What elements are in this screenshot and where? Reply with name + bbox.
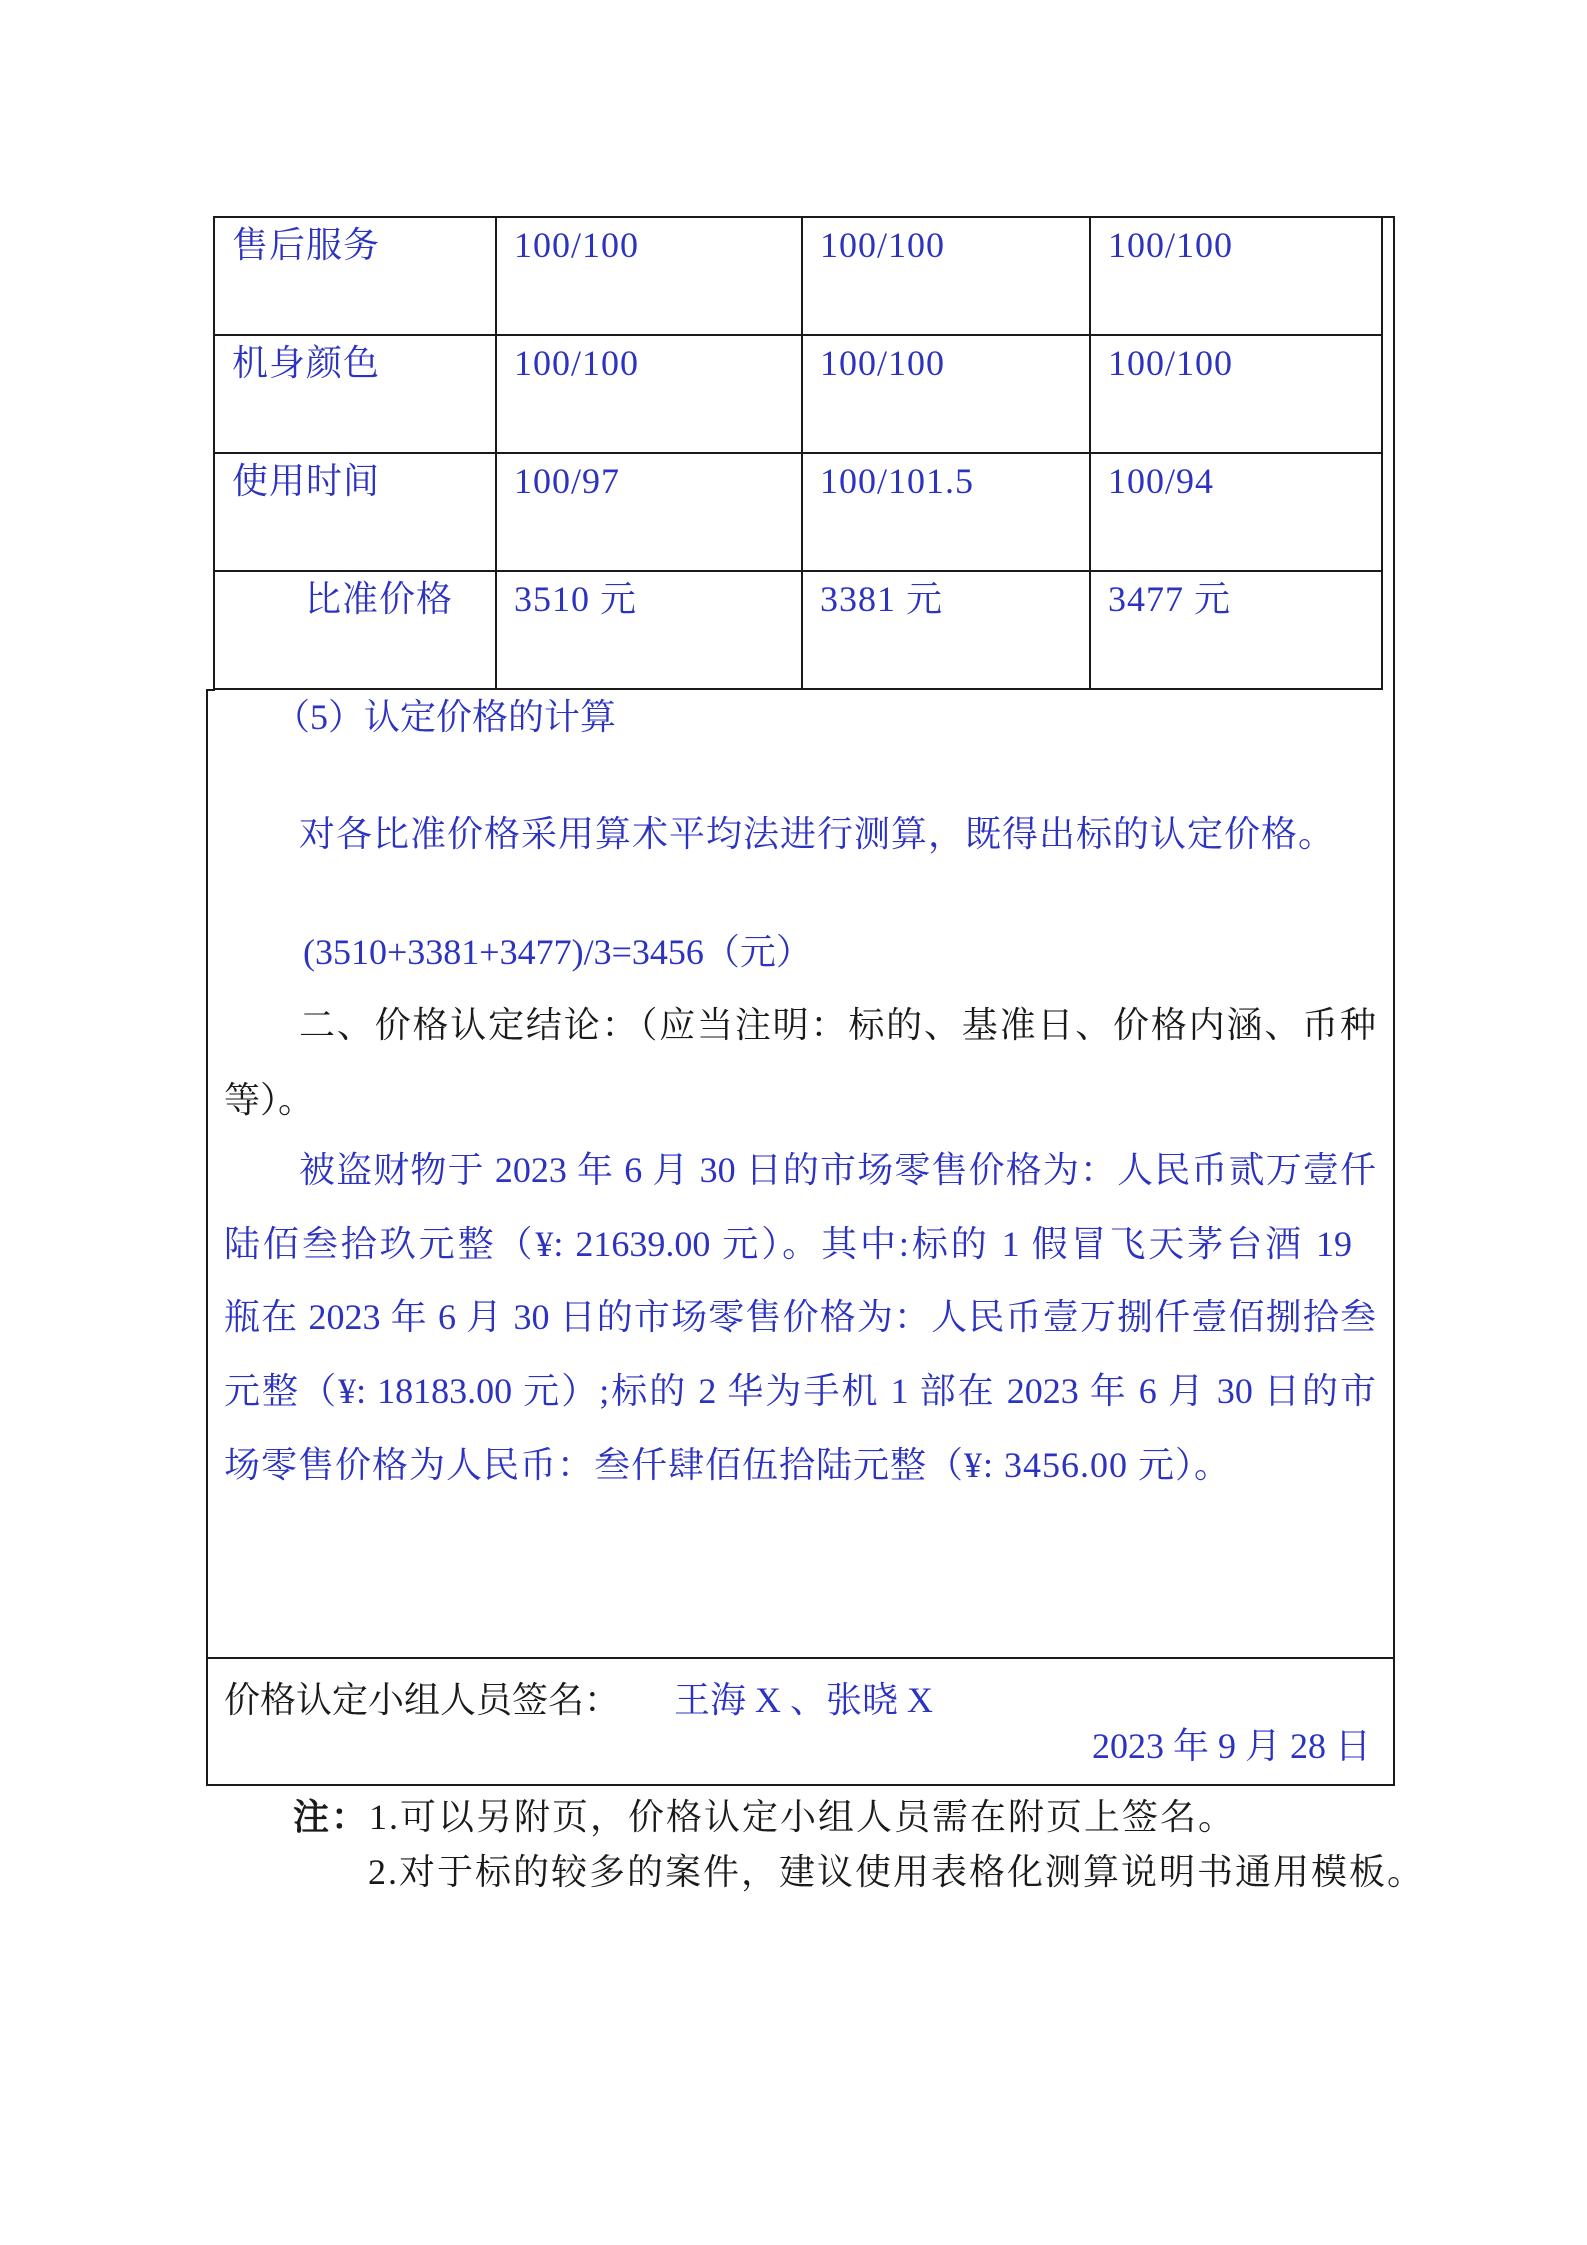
value-cell: 100/100 bbox=[802, 335, 1090, 453]
note-prefix: 注： bbox=[293, 1797, 370, 1837]
value-cell: 100/100 bbox=[1090, 217, 1382, 335]
conclusion-body-line: 被盗财物于 2023 年 6 月 30 日的市场零售价格为：人民币贰万壹仟 bbox=[299, 1150, 1376, 1190]
value-cell: 100/100 bbox=[802, 217, 1090, 335]
row-label-cell: 售后服务 bbox=[214, 217, 496, 335]
conclusion-heading-line: 等）。 bbox=[224, 1080, 315, 1120]
value-cell: 3381 元 bbox=[802, 571, 1090, 689]
calculation-heading: （5）认定价格的计算 bbox=[274, 697, 617, 737]
value-cell: 3510 元 bbox=[496, 571, 802, 689]
signature-divider-rule bbox=[206, 1657, 1395, 1659]
conclusion-heading-line: 二、价格认定结论：（应当注明：标的、基准日、价格内涵、币种 bbox=[299, 1005, 1376, 1045]
row-label-cell: 机身颜色 bbox=[214, 335, 496, 453]
frame-bottom-rule bbox=[206, 1784, 1395, 1786]
signature-label: 价格认定小组人员签名： bbox=[224, 1680, 621, 1720]
note-item bbox=[368, 1847, 1425, 1897]
note-text: 2.对于标的较多的案件，建议使用表格化测算说明书通用模板。 bbox=[368, 1852, 1426, 1892]
value-cell: 100/100 bbox=[1090, 335, 1382, 453]
conclusion-body-line: 瓶在 2023 年 6 月 30 日的市场零售价格为：人民币壹万捌仟壹佰捌拾叁 bbox=[224, 1297, 1376, 1337]
note-text: 1.可以另附页，价格认定小组人员需在附页上签名。 bbox=[369, 1797, 1237, 1837]
value-cell: 100/100 bbox=[496, 335, 802, 453]
signature-names: 王海 X 、张晓 X bbox=[674, 1680, 933, 1720]
calculation-method: 对各比准价格采用算术平均法进行测算，既得出标的认定价格。 bbox=[299, 814, 1336, 854]
value-cell: 100/97 bbox=[496, 453, 802, 571]
conclusion-body-line: 陆佰叁拾玖元整（¥: 21639.00 元）。其中:标的 1 假冒飞天茅台酒 19 bbox=[224, 1224, 1352, 1264]
calculation-formula: (3510+3381+3477)/3=3456（元） bbox=[303, 932, 812, 972]
table-row bbox=[214, 335, 1382, 453]
value-cell: 100/94 bbox=[1090, 453, 1382, 571]
note-item bbox=[293, 1792, 1236, 1842]
conclusion-body-line: 元整（¥: 18183.00 元）;标的 2 华为手机 1 部在 2023 年 6 月 30 日的市 bbox=[224, 1371, 1376, 1411]
table-row bbox=[214, 453, 1382, 571]
signature-date: 2023 年 9 月 28 日 bbox=[1091, 1726, 1371, 1766]
frame-left-rule bbox=[206, 689, 208, 1786]
value-cell: 100/100 bbox=[496, 217, 802, 335]
table-row bbox=[214, 217, 1382, 335]
frame-right-rule bbox=[1393, 216, 1395, 1786]
value-cell: 100/101.5 bbox=[802, 453, 1090, 571]
table-row bbox=[214, 571, 1382, 689]
conclusion-body-line: 场零售价格为人民币：叁仟肆佰伍拾陆元整（¥: 3456.00 元）。 bbox=[224, 1445, 1232, 1485]
row-label-cell: 比准价格 bbox=[214, 571, 496, 689]
row-label-cell: 使用时间 bbox=[214, 453, 496, 571]
comparison-table bbox=[213, 216, 1383, 690]
value-cell: 3477 元 bbox=[1090, 571, 1382, 689]
